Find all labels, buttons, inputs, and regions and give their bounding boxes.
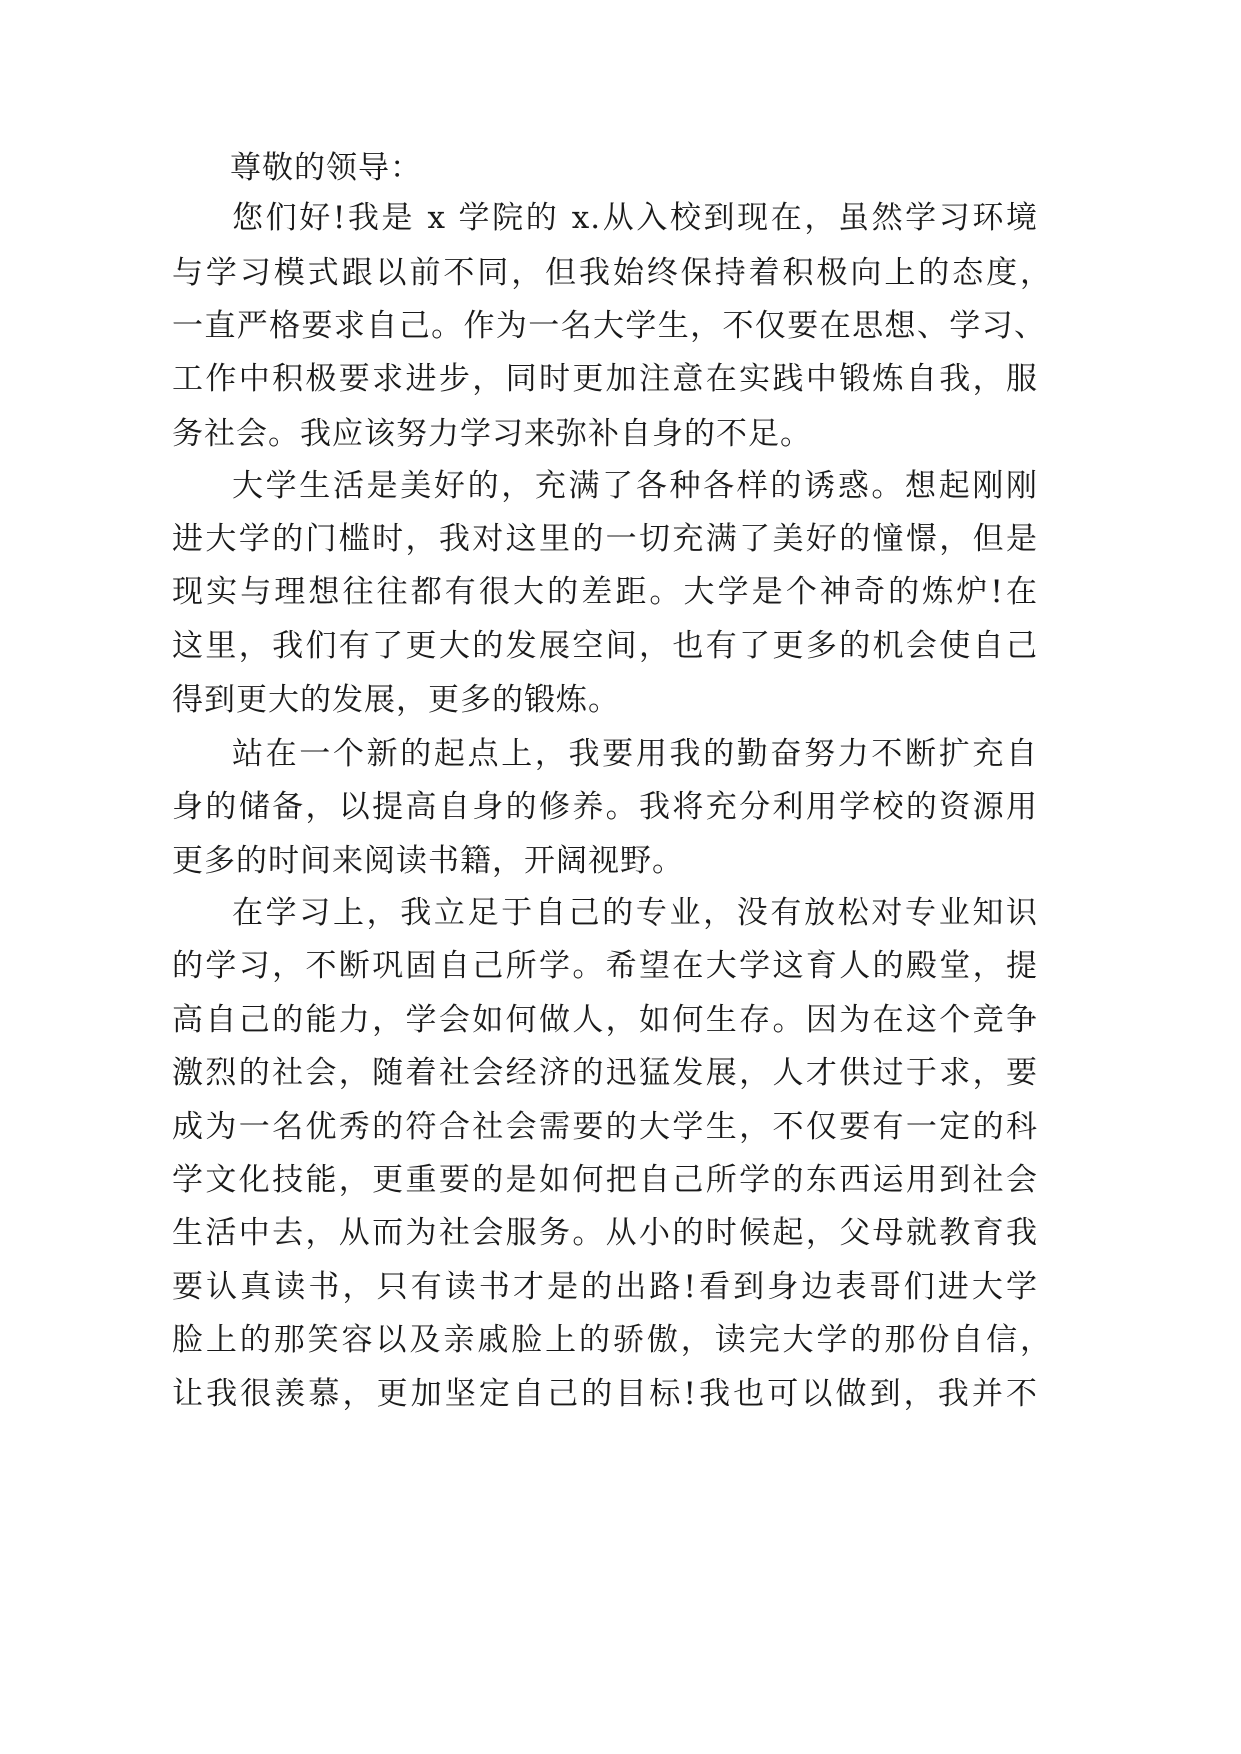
- body-line: 让我很羡慕，更加坚定自己的目标!我也可以做到，我并不: [172, 1376, 1038, 1412]
- body-line: 一直严格要求自己。作为一名大学生，不仅要在思想、学习、: [172, 308, 1046, 344]
- body-line: 成为一名优秀的符合社会需要的大学生，不仅要有一定的科: [172, 1109, 1038, 1145]
- body-line: 这里，我们有了更大的发展空间，也有了更多的机会使自己: [172, 628, 1038, 664]
- body-line: 更多的时间来阅读书籍，开阔视野。: [172, 843, 684, 879]
- body-line: 脸上的那笑容以及亲戚脸上的骄傲，读完大学的那份自信，: [172, 1322, 1052, 1358]
- body-line: 高自己的能力，学会如何做人，如何生存。因为在这个竞争: [172, 1002, 1038, 1038]
- body-line: 生活中去，从而为社会服务。从小的时候起，父母就教育我: [172, 1215, 1038, 1251]
- body-line: 务社会。我应该努力学习来弥补自身的不足。: [172, 416, 812, 452]
- body-line: 进大学的门槛时，我对这里的一切充满了美好的憧憬，但是: [172, 521, 1038, 557]
- body-line: 与学习模式跟以前不同，但我始终保持着积极向上的态度，: [172, 255, 1052, 291]
- body-line: 您们好!我是 x 学院的 x.从入校到现在，虽然学习环境: [232, 200, 1038, 236]
- body-line: 身的储备，以提高自身的修养。我将充分利用学校的资源用: [172, 789, 1038, 825]
- body-line: 大学生活是美好的，充满了各种各样的诱惑。想起刚刚: [232, 468, 1038, 504]
- body-line: 工作中积极要求进步，同时更加注意在实践中锻炼自我，服: [172, 361, 1038, 397]
- body-line: 站在一个新的起点上，我要用我的勤奋努力不断扩充自: [232, 736, 1038, 772]
- body-line: 在学习上，我立足于自己的专业，没有放松对专业知识: [232, 895, 1038, 931]
- body-line: 激烈的社会，随着社会经济的迅猛发展，人才供过于求，要: [172, 1055, 1038, 1091]
- body-line: 学文化技能，更重要的是如何把自己所学的东西运用到社会: [172, 1162, 1038, 1198]
- body-line: 要认真读书，只有读书才是的出路!看到身边表哥们进大学: [172, 1269, 1038, 1305]
- salutation: 尊敬的领导：: [230, 150, 422, 186]
- body-line: 得到更大的发展，更多的锻炼。: [172, 682, 620, 718]
- body-line: 现实与理想往往都有很大的差距。大学是个神奇的炼炉!在: [172, 574, 1038, 610]
- body-line: 的学习，不断巩固自己所学。希望在大学这育人的殿堂，提: [172, 948, 1038, 984]
